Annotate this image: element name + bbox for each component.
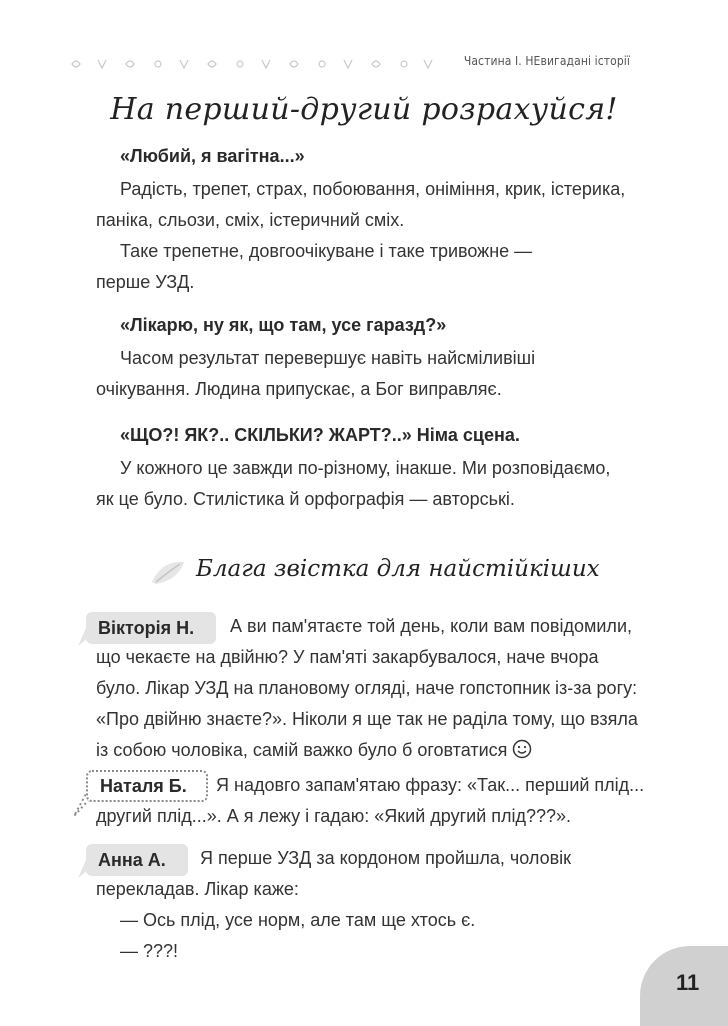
story-line: — ???! [120, 941, 179, 961]
intro-line: Таке трепетне, довгоочікуване і таке тривожне — [120, 241, 533, 261]
story-line: Я надовго запам'ятаю фразу: «Так... перший плід... [216, 775, 645, 795]
story-text-1 [96, 611, 676, 766]
story-line: що чекаєте на двійню? У пам'яті закарбувалося, наче вчора [96, 647, 599, 667]
header-ornament-icon [68, 56, 438, 72]
smiley-icon [512, 739, 532, 759]
story-line [96, 735, 676, 766]
intro-line: перше УЗД. [96, 272, 195, 292]
story-line-text: із собою чоловіка, самій важко було б оговтатися [96, 740, 508, 760]
author-badge: Анна А. [86, 844, 188, 876]
intro-line: Часом результат перевершує навіть найсміливіші [120, 348, 536, 368]
author-badge: Вікторія Н. [86, 612, 216, 644]
author-badge: Наталя Б. [86, 770, 208, 802]
story-line: перекладав. Лікар каже: [96, 879, 299, 899]
story-line: — Ось плід, усе норм, але там ще хтось є. [120, 910, 476, 930]
intro-line: паніка, сльози, сміх, істеричний сміх. [96, 210, 405, 230]
intro-heading-3: «ЩО?! ЯК?.. СКІЛЬКИ? ЖАРТ?..» Німа сцена. [120, 425, 520, 445]
story-line: було. Лікар УЗД на плановому огляді, наче гопстопник із-за рогу: [96, 678, 638, 698]
intro-line: очікування. Людина припускає, а Бог виправляє. [96, 379, 502, 399]
story-line: А ви пам'ятаєте той день, коли вам повідомили, [230, 616, 632, 636]
page-title: На перший-другий розрахуйся! [110, 92, 618, 127]
intro-line: як це було. Стилістика й орфографія — авторські. [96, 489, 515, 509]
story-line: другий плід...». А я лежу і гадаю: «Який другий плід???». [96, 806, 572, 826]
intro-line: Радість, трепет, страх, побоювання, оніміння, крик, істерика, [120, 179, 626, 199]
intro-paragraph-1 [96, 174, 665, 298]
intro-paragraph-2 [96, 343, 665, 405]
story-line: «Про двійню знаєте?». Ніколи я ще так не раділа тому, що взяла [96, 709, 638, 729]
story-text-3 [96, 843, 676, 967]
intro-paragraph-3 [96, 453, 665, 515]
intro-line: У кожного це завжди по-різному, інакше. Ми розповідаємо, [120, 458, 611, 478]
intro-heading-2: «Лікарю, ну як, що там, усе гаразд?» [120, 315, 447, 335]
story-line: Я перше УЗД за кордоном пройшла, чоловік [200, 848, 572, 868]
intro-heading-1: «Любий, я вагітна...» [120, 146, 305, 166]
page-number: 11 [676, 970, 700, 995]
leaf-icon [150, 556, 188, 588]
section-subtitle: Блага звістка для найстійкіших [196, 556, 600, 582]
running-head: Частина І. НЕвигадані історії [463, 54, 630, 68]
story-text-2 [96, 770, 676, 832]
